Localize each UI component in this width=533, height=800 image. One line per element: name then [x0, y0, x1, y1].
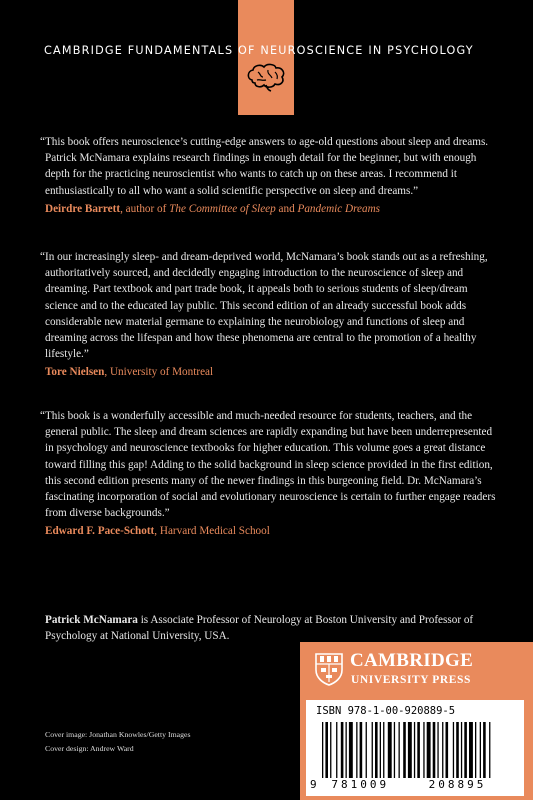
barcode-image — [320, 722, 516, 780]
isbn-label: ISBN 978-1-00-920889-5 — [316, 705, 456, 717]
endorsement-2-author: Tore Nielsen — [45, 366, 105, 379]
endorsement-2 — [40, 249, 500, 381]
endorsement-2-text: “In our increasingly sleep- and dream-deprived world, McNamara’s book stands out as a refreshing, authoritatively sourced, and decidedly engaging introduction to the neuroscience of sleep and dreaming. Part textbook and part trade book, it appeals both to serious students of sleep/dream science and to the educated lay public. This second edition of an already successful book adds considerable new material germane to explaining the neurobiology and functions of sleep and dreaming across the lifespan and how these phenomena are central to the promotion of a healthy lifestyle.” — [40, 251, 488, 361]
brain-icon — [244, 62, 288, 92]
ean-digit-lead: 9 — [310, 778, 317, 791]
author-bio-text: is Associate Professor of Neurology at Boston University and Professor of Psychology at National University, USA. — [45, 614, 474, 643]
endorsement-1-author: Deirdre Barrett — [45, 202, 121, 215]
endorsement-3-author: Edward F. Pace-Schott — [45, 525, 155, 538]
author-name: Patrick McNamara — [45, 614, 138, 626]
cover-design-credit: Cover design: Andrew Ward — [45, 744, 134, 753]
endorsement-3-affiliation: , Harvard Medical School — [154, 525, 270, 538]
publisher-subname: UNIVERSITY PRESS — [351, 674, 472, 686]
endorsement-3-attribution — [45, 523, 500, 539]
endorsement-1 — [40, 134, 500, 217]
publisher-name: CAMBRIDGE — [350, 650, 474, 671]
ean-digits — [310, 778, 520, 791]
endorsement-1-book2: Pandemic Dreams — [297, 202, 381, 215]
cover-image-credit: Cover image: Jonathan Knowles/Getty Images — [45, 730, 191, 739]
endorsement-1-text: “This book offers neuroscience’s cutting-edge answers to age-old questions about sleep and dreams. Patrick McNamara explains research findings in enough detail for the beginner, but with enough depth for the practicing neuroscientist who wants to catch up on these areas. I recommend it enthusiastically to all who want a solid scientific perspective on sleep and dreams.” — [40, 136, 489, 197]
ean-digit-group-2: 208895 — [428, 778, 487, 791]
endorsement-1-attribution — [45, 201, 500, 217]
author-bio — [45, 612, 515, 644]
endorsement-3-text: “This book is a wonderfully accessible and much-needed resource for students, teachers, and the general public. The sleep and dream sciences are rapidly expanding but have been underrepresented in psychology and neuroscience textbooks for higher education. This volume goes a great distance toward filling this gap! Adding to the solid background in sleep science provided in the first edition, this second edition presents many of the newer findings in this burgeoning field. Dr. McNamara’s fascinating incorporation of social and evolutionary neuroscience is certain to further engage readers from diverse backgrounds.” — [40, 410, 496, 520]
endorsement-2-affiliation: , University of Montreal — [104, 366, 214, 379]
endorsement-1-affiliation-prefix: , author of — [120, 202, 170, 215]
endorsement-2-attribution — [45, 364, 500, 380]
endorsement-1-conj: and — [275, 202, 298, 215]
endorsement-1-book1: The Committee of Sleep — [169, 202, 276, 215]
series-title: CAMBRIDGE FUNDAMENTALS OF NEUROSCIENCE IN PSYCHOLOGY — [44, 44, 474, 57]
series-accent-band — [238, 0, 294, 115]
barcode-panel — [306, 700, 524, 796]
ean-digit-group-1: 781009 — [331, 778, 390, 791]
endorsement-3 — [40, 408, 500, 540]
cambridge-shield-logo — [314, 652, 344, 686]
